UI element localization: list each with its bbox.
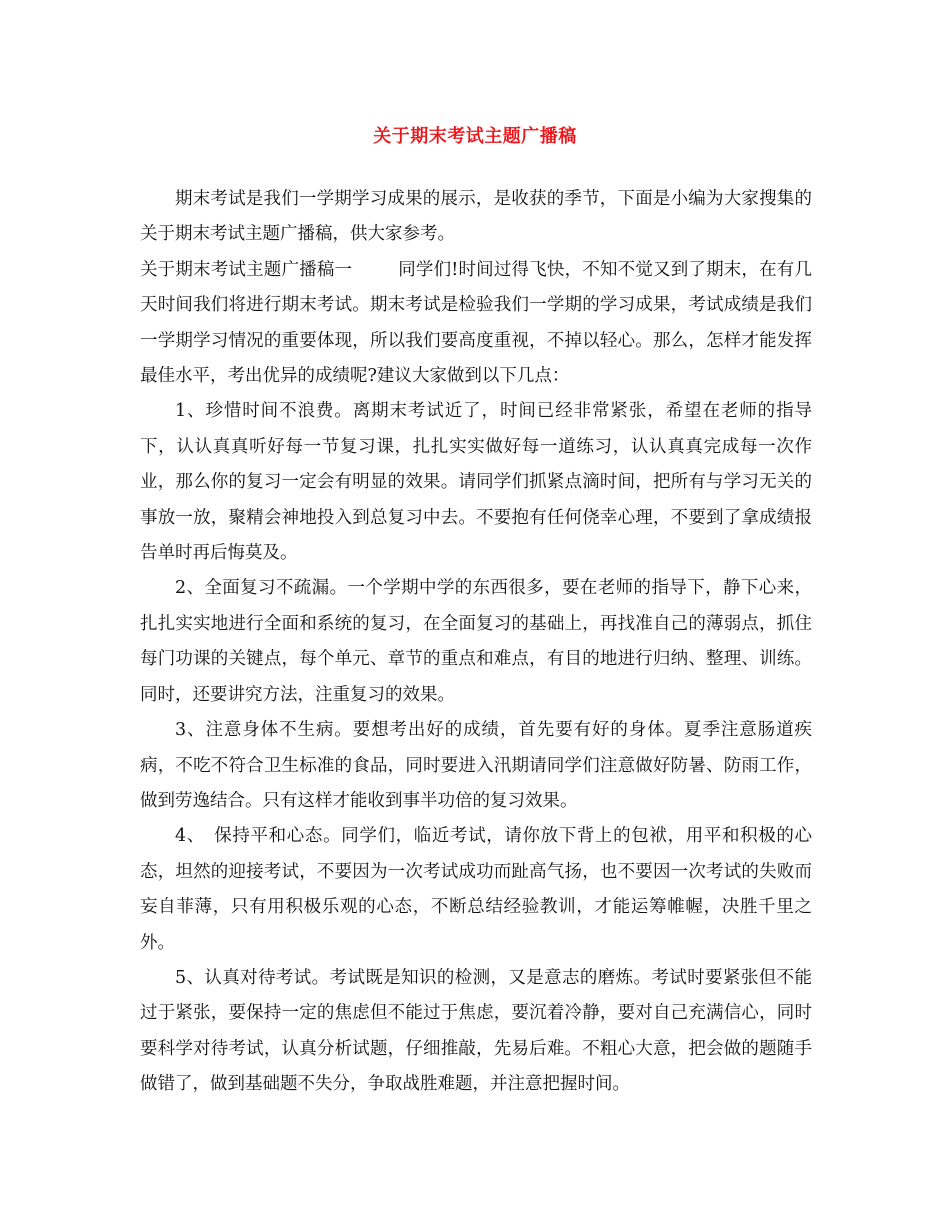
section-heading: 关于期末考试主题广播稿一 [140,259,353,280]
intro-paragraph: 期末考试是我们一学期学习成果的展示，是收获的季节，下面是小编为大家搜集的关于期末考试主题广播稿，供大家参考。 [140,189,812,245]
point-paragraph-4: 4、 保持平和心态。同学们，临近考试，请你放下背上的包袱，用平和积极的心态，坦然的迎接考试，不要因为一次考试成功而趾高气扬，也不要因一次考试的失败而妄自菲薄，只有用积极乐观的心态，不断总结经验教训，才能运筹帷幄，决胜千里之外。 [140,826,812,953]
point-paragraph-2: 2、全面复习不疏漏。一个学期中学的东西很多，要在老师的指导下，静下心来，扎扎实实地进行全面和系统的复习，在全面复习的基础上，再找准自己的薄弱点，抓住每门功课的关键点，每个单元、章节的重点和难点，有目的地进行归纳、整理、训练。同时，还要讲究方法，注重复习的效果。 [140,578,812,705]
opening-paragraph [140,253,812,395]
opening-text: 同学们!时间过得飞快，不知不觉又到了期末，在有几天时间我们将进行期末考试。期末考试是检验我们一学期的学习成果，考试成绩是我们一学期学习情况的重要体现，所以我们要高度重视，不掉以轻心。那么，怎样才能发挥最佳水平，考出优异的成绩呢?建议大家做到以下几点： [140,259,812,387]
point-paragraph-3: 3、注意身体不生病。要想考出好的成绩，首先要有好的身体。夏季注意肠道疾病，不吃不符合卫生标准的食品，同时要进入汛期请同学们注意做好防暑、防雨工作，做到劳逸结合。只有这样才能收到事半功倍的复习效果。 [140,720,812,811]
document-body [140,182,812,1103]
point-paragraph-1: 1、珍惜时间不浪费。离期末考试近了，时间已经非常紧张，希望在老师的指导下，认认真真听好每一节复习课，扎扎实实做好每一道练习，认认真真完成每一次作业，那么你的复习一定会有明显的效果。请同学们抓紧点滴时间，把所有与学习无关的事放一放，聚精会神地投入到总复习中去。不要抱有任何侥幸心理，不要到了拿成绩报告单时再后悔莫及。 [140,401,812,564]
document-title: 关于期末考试主题广播稿 [373,126,577,147]
point-paragraph-5: 5、认真对待考试。考试既是知识的检测，又是意志的磨炼。考试时要紧张但不能过于紧张，要保持一定的焦虑但不能过于焦虑，要沉着冷静，要对自己充满信心，同时要科学对待考试，认真分析试题，仔细推敲，先易后难。不粗心大意，把会做的题随手做错了，做到基础题不失分，争取战胜难题，并注意把握时间。 [140,967,812,1095]
